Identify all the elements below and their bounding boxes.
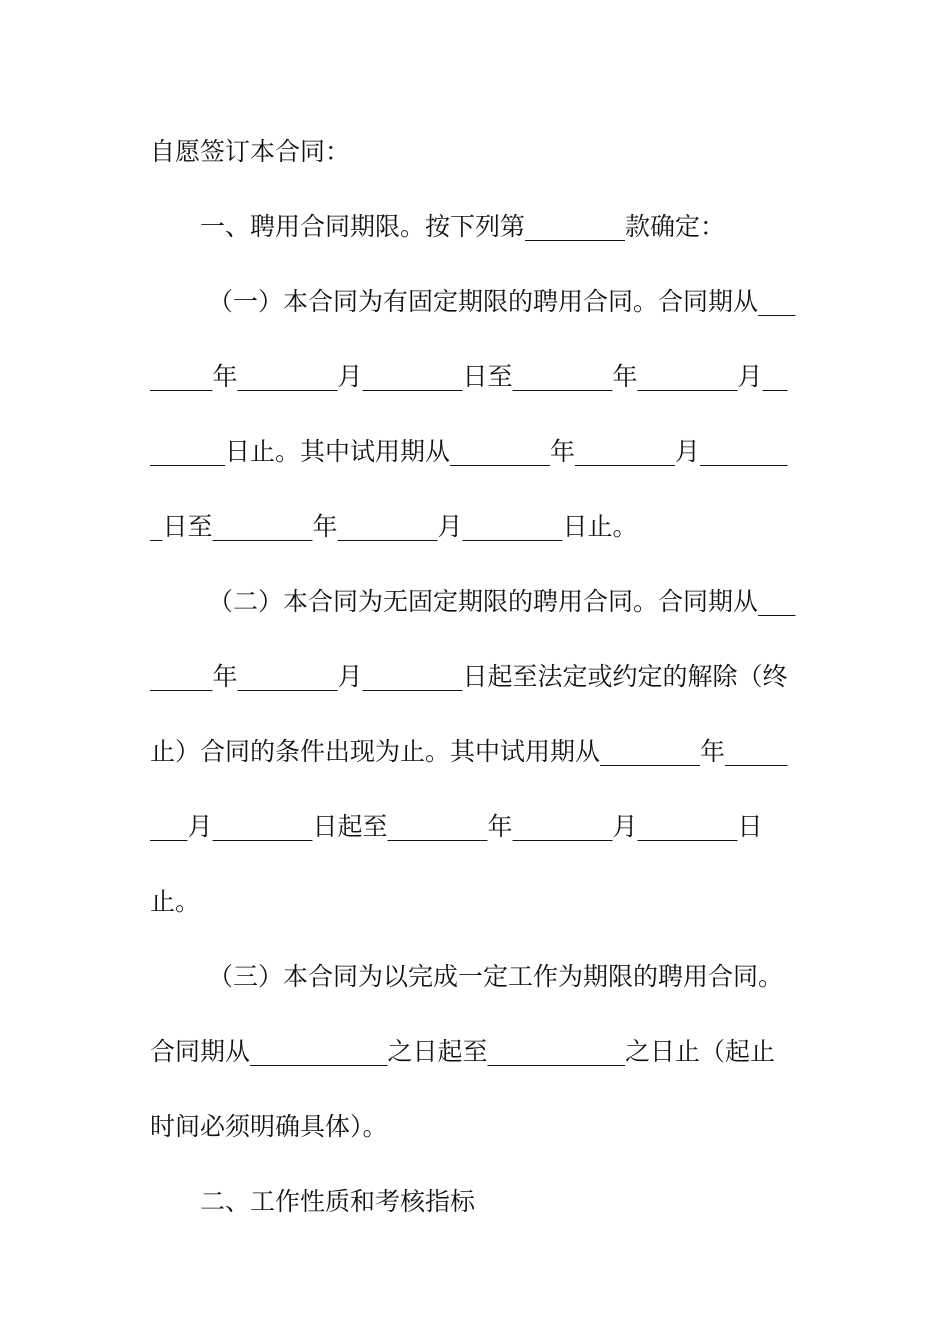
clause-2-heading: 二、工作性质和考核指标 (200, 1187, 476, 1216)
clause-1-item-2-line-1: （二）本合同为无固定期限的聘用合同。合同期从___ (208, 587, 796, 616)
clause-1-item-2-line-4: ___月________日起至________年________月________日 (150, 812, 763, 841)
clause-1-item-1-line-4: _日至________年________月________日止。 (150, 512, 638, 541)
intro-line: 自愿签订本合同： (150, 137, 351, 166)
clause-1-item-2-line-3: 止）合同的条件出现为止。其中试用期从________年_____ (150, 737, 788, 766)
clause-1-item-2-line-5: 止。 (150, 887, 201, 916)
clause-1-heading: 一、聘用合同期限。按下列第________款确定： (200, 212, 726, 241)
clause-1-item-1-line-3: ______日止。其中试用期从________年________月_______ (150, 437, 788, 466)
clause-1-item-3-line-1: （三）本合同为以完成一定工作为期限的聘用合同。 (208, 962, 784, 991)
clause-1-item-2-line-2: _____年________月________日起至法定或约定的解除（终 (150, 662, 788, 691)
clause-1-item-3-line-2: 合同期从___________之日起至___________之日止（起止 (150, 1037, 776, 1066)
clause-1-item-1-line-2: _____年________月________日至________年________月__ (150, 362, 788, 391)
clause-1-item-3-line-3: 时间必须明确具体）。 (150, 1112, 388, 1141)
clause-1-item-1-line-1: （一）本合同为有固定期限的聘用合同。合同期从___ (208, 287, 796, 316)
